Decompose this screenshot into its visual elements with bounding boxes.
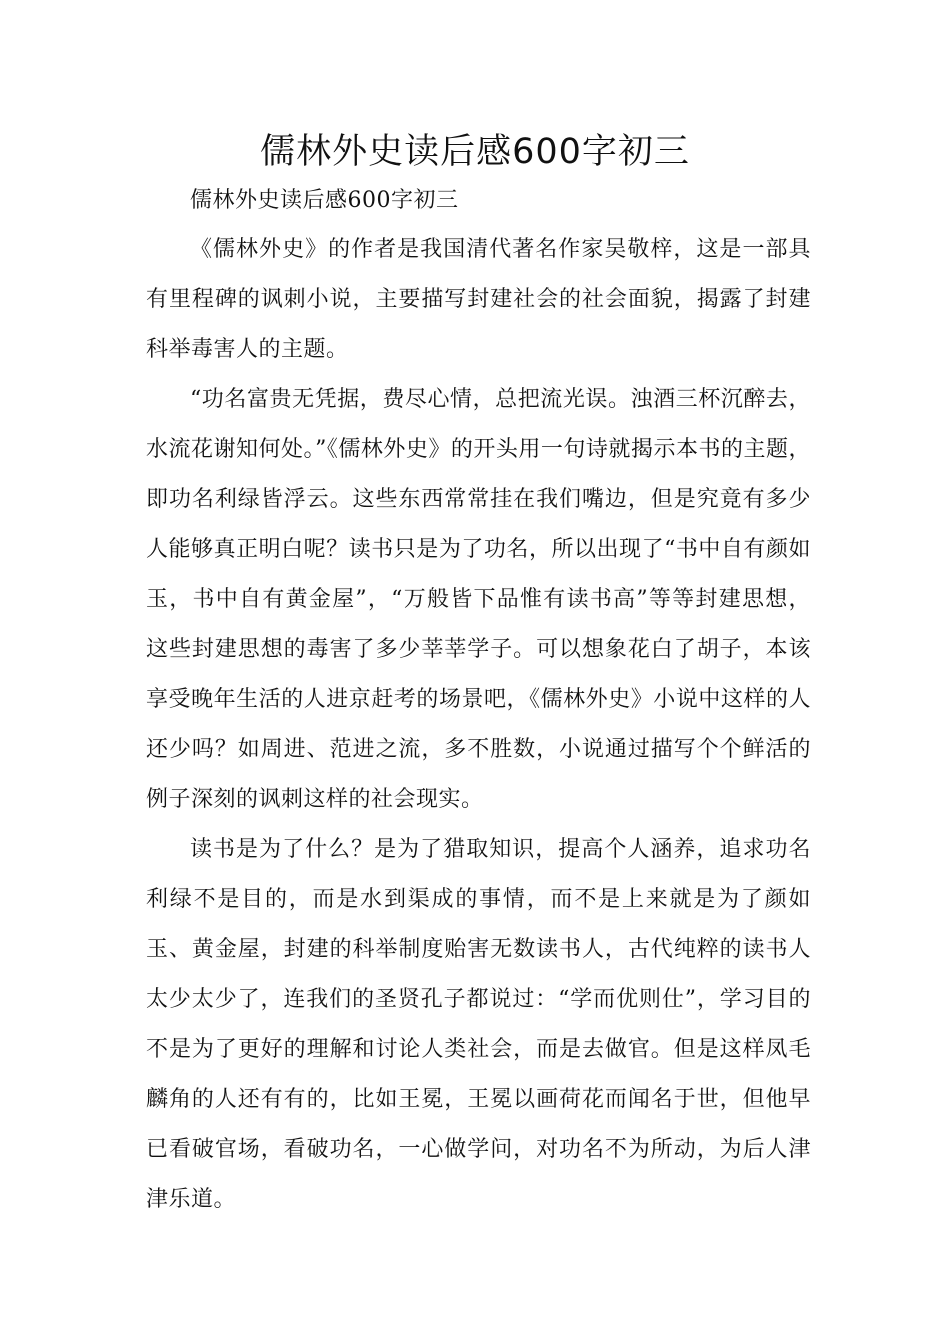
paragraph-3: 读书是为了什么？是为了猎取知识，提高个人涵养，追求功名利绿不是目的，而是水到渠成的事情，而不是上来就是为了颜如玉、黄金屋，封建的科举制度贻害无数读书人，古代纯粹的读书人太少太少了，连我们的圣贤孔子都说过：“学而优则仕”，学习目的不是为了更好的理解和讨论人类社会，而是去做官。但是这样凤毛麟角的人还有有的，比如王冕，王冕以画荷花而闻名于世，但他早已看破官场，看破功名，一心做学问，对功名不为所动，为后人津津乐道。 — [146, 837, 811, 1212]
page-title: 儒林外史读后感600字初三 — [260, 132, 690, 172]
paragraph-2: “功名富贵无凭据，费尽心情，总把流光误。浊酒三杯沉醉去，水流花谢知何处。”《儒林外史》的开头用一句诗就揭示本书的主题，即功名利绿皆浮云。这些东西常常挂在我们嘴边，但是究竟有多少人能够真正明白呢？读书只是为了功名，所以出现了“书中自有颜如玉，书中自有黄金屋”，“万般皆下品惟有读书高”等等封建思想，这些封建思想的毒害了多少莘莘学子。可以想象花白了胡子，本该享受晚年生活的人进京赶考的场景吧，《儒林外史》小说中这样的人还少吗？如周进、范进之流，多不胜数，小说通过描写个个鲜活的例子深刻的讽刺这样的社会现实。 — [146, 387, 811, 812]
document-body — [146, 177, 811, 1225]
paragraph-1: 《儒林外史》的作者是我国清代著名作家吴敬梓，这是一部具有里程碑的讽刺小说，主要描写封建社会的社会面貌，揭露了封建科举毒害人的主题。 — [146, 237, 811, 362]
document-subtitle: 儒林外史读后感600字初三 — [190, 188, 459, 213]
